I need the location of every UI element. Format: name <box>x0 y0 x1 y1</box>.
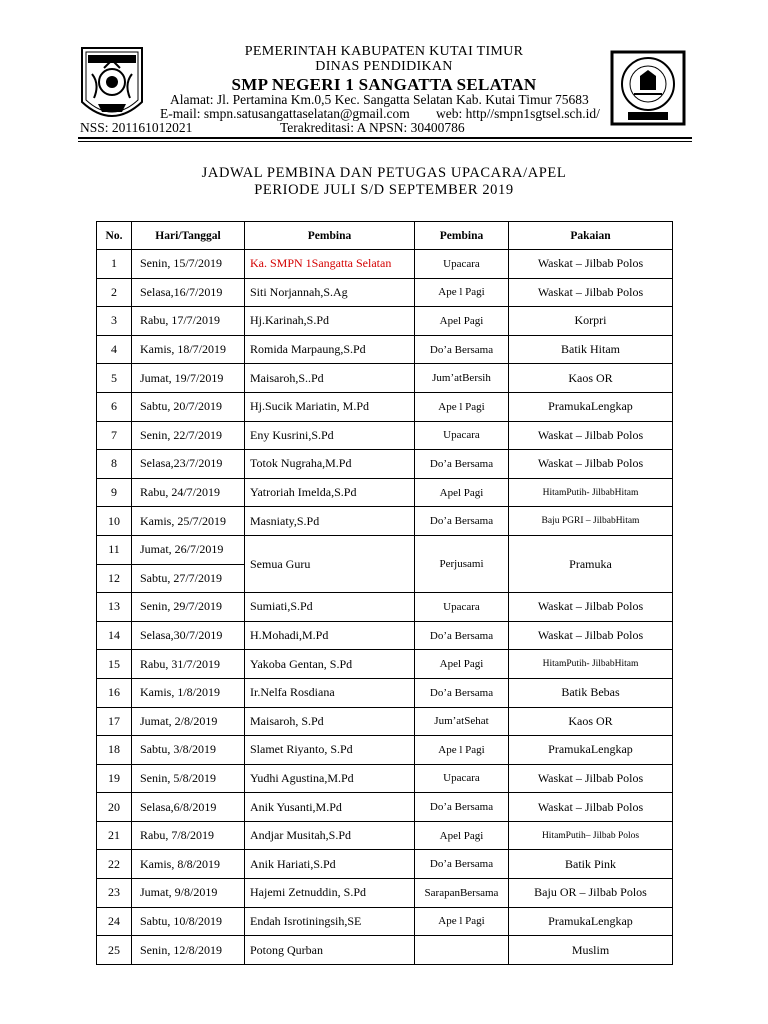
cell-date: Selasa,6/8/2019 <box>132 793 245 822</box>
cell-pakaian: PramukaLengkap <box>509 392 673 421</box>
cell-pembina: Anik Hariati,S.Pd <box>245 850 415 879</box>
cell-date: Senin, 29/7/2019 <box>132 593 245 622</box>
document-period: PERIODE JULI S/D SEPTEMBER 2019 <box>254 182 514 198</box>
cell-kegiatan: Apel Pagi <box>415 821 509 850</box>
cell-date: Rabu, 31/7/2019 <box>132 650 245 679</box>
government-name: PEMERINTAH KABUPATEN KUTAI TIMUR <box>244 44 524 59</box>
cell-date: Sabtu, 20/7/2019 <box>132 392 245 421</box>
cell-pembina: H.Mohadi,M.Pd <box>245 621 415 650</box>
department-name: DINAS PENDIDIKAN <box>315 59 453 74</box>
cell-no: 24 <box>97 907 132 936</box>
table-row <box>97 821 673 850</box>
cell-pembina: Siti Norjannah,S.Ag <box>245 278 415 307</box>
cell-pakaian: Waskat – Jilbab Polos <box>509 793 673 822</box>
cell-no: 8 <box>97 450 132 479</box>
cell-pembina: Romida Marpaung,S.Pd <box>245 335 415 364</box>
header-kegiatan: Pembina <box>415 222 509 250</box>
cell-kegiatan: Ape l Pagi <box>415 736 509 765</box>
cell-date: Selasa,23/7/2019 <box>132 450 245 479</box>
cell-pakaian: Waskat – Jilbab Polos <box>509 421 673 450</box>
cell-no: 7 <box>97 421 132 450</box>
cell-no: 6 <box>97 392 132 421</box>
cell-no: 14 <box>97 621 132 650</box>
cell-pakaian: PramukaLengkap <box>509 907 673 936</box>
cell-kegiatan: Apel Pagi <box>415 307 509 336</box>
cell-date: Kamis, 25/7/2019 <box>132 507 245 536</box>
cell-pakaian: HitamPutih– Jilbab Polos <box>509 821 673 850</box>
cell-no: 20 <box>97 793 132 822</box>
table-row <box>97 707 673 736</box>
cell-pembina: Yakoba Gentan, S.Pd <box>245 650 415 679</box>
cell-pakaian: Kaos OR <box>509 364 673 393</box>
schedule-table <box>96 221 673 965</box>
table-row <box>97 450 673 479</box>
cell-date: Sabtu, 27/7/2019 <box>132 564 245 593</box>
cell-no: 19 <box>97 764 132 793</box>
cell-pembina: Totok Nugraha,M.Pd <box>245 450 415 479</box>
cell-pembina: Potong Qurban <box>245 936 415 965</box>
cell-date: Jumat, 9/8/2019 <box>132 879 245 908</box>
kutai-timur-regency-crest-icon <box>78 44 146 130</box>
cell-pakaian: PramukaLengkap <box>509 736 673 765</box>
smpn1-school-seal-icon <box>610 50 686 126</box>
header-pembina: Pembina <box>245 222 415 250</box>
cell-date: Jumat, 2/8/2019 <box>132 707 245 736</box>
table-row <box>97 879 673 908</box>
document-title: JADWAL PEMBINA DAN PETUGAS UPACARA/APEL <box>201 165 567 181</box>
cell-pembina: Endah Isrotiningsih,SE <box>245 907 415 936</box>
cell-pembina: Andjar Musitah,S.Pd <box>245 821 415 850</box>
email-text: E-mail: smpn.satusangattaselatan@gmail.com <box>160 106 410 121</box>
cell-date: Kamis, 18/7/2019 <box>132 335 245 364</box>
cell-no: 21 <box>97 821 132 850</box>
table-row <box>97 907 673 936</box>
table-row <box>97 250 673 279</box>
cell-pakaian-merged: Pramuka <box>509 535 673 592</box>
table-row <box>97 764 673 793</box>
table-row <box>97 936 673 965</box>
cell-no: 2 <box>97 278 132 307</box>
cell-date: Senin, 15/7/2019 <box>132 250 245 279</box>
cell-pembina: Anik Yusanti,M.Pd <box>245 793 415 822</box>
letterhead-rule-thick <box>78 137 692 139</box>
cell-no: 11 <box>97 535 132 564</box>
letterhead-rule-thin <box>78 141 692 142</box>
table-row <box>97 478 673 507</box>
cell-kegiatan: Jum’atBersih <box>415 364 509 393</box>
cell-pembina: Hj.Sucik Mariatin, M.Pd <box>245 392 415 421</box>
cell-no: 25 <box>97 936 132 965</box>
cell-kegiatan: Do’a Bersama <box>415 507 509 536</box>
cell-no: 1 <box>97 250 132 279</box>
table-row <box>97 650 673 679</box>
table-row <box>97 507 673 536</box>
registration-row <box>80 120 600 136</box>
cell-no: 23 <box>97 879 132 908</box>
table-row <box>97 307 673 336</box>
cell-date: Sabtu, 10/8/2019 <box>132 907 245 936</box>
cell-pembina: Hajemi Zetnuddin, S.Pd <box>245 879 415 908</box>
cell-pembina: Yatroriah Imelda,S.Pd <box>245 478 415 507</box>
cell-date: Selasa,30/7/2019 <box>132 621 245 650</box>
cell-date: Kamis, 8/8/2019 <box>132 850 245 879</box>
cell-kegiatan: Apel Pagi <box>415 478 509 507</box>
cell-no: 15 <box>97 650 132 679</box>
table-row <box>97 278 673 307</box>
cell-pembina-merged: Semua Guru <box>245 535 415 592</box>
cell-date: Jumat, 26/7/2019 <box>132 535 245 564</box>
cell-date: Rabu, 7/8/2019 <box>132 821 245 850</box>
cell-kegiatan: SarapanBersama <box>415 879 509 908</box>
cell-kegiatan: Upacara <box>415 593 509 622</box>
table-row <box>97 621 673 650</box>
website-text: web: http//smpn1sgtsel.sch.id/ <box>436 106 600 121</box>
cell-no: 16 <box>97 678 132 707</box>
table-row <box>97 335 673 364</box>
cell-kegiatan <box>415 936 509 965</box>
cell-pembina: Maisaroh, S.Pd <box>245 707 415 736</box>
cell-pakaian: Batik Pink <box>509 850 673 879</box>
cell-kegiatan: Do’a Bersama <box>415 850 509 879</box>
cell-kegiatan: Do’a Bersama <box>415 678 509 707</box>
cell-no: 13 <box>97 593 132 622</box>
cell-no: 22 <box>97 850 132 879</box>
cell-pakaian: Waskat – Jilbab Polos <box>509 250 673 279</box>
cell-no: 3 <box>97 307 132 336</box>
cell-no: 18 <box>97 736 132 765</box>
table-row <box>97 850 673 879</box>
cell-kegiatan: Ape l Pagi <box>415 278 509 307</box>
cell-no: 17 <box>97 707 132 736</box>
cell-date: Selasa,16/7/2019 <box>132 278 245 307</box>
cell-date: Senin, 12/8/2019 <box>132 936 245 965</box>
cell-kegiatan: Ape l Pagi <box>415 392 509 421</box>
cell-kegiatan-merged: Perjusami <box>415 535 509 592</box>
cell-pakaian: Batik Bebas <box>509 678 673 707</box>
cell-pembina: Eny Kusrini,S.Pd <box>245 421 415 450</box>
table-row <box>97 392 673 421</box>
cell-kegiatan: Apel Pagi <box>415 650 509 679</box>
cell-date: Rabu, 24/7/2019 <box>132 478 245 507</box>
cell-pakaian: Korpri <box>509 307 673 336</box>
cell-pakaian: HitamPutih- JilbabHitam <box>509 478 673 507</box>
cell-date: Senin, 5/8/2019 <box>132 764 245 793</box>
table-row <box>97 421 673 450</box>
cell-no: 12 <box>97 564 132 593</box>
school-address: Alamat: Jl. Pertamina Km.0,5 Kec. Sangatta Selatan Kab. Kutai Timur 75683 <box>170 92 589 107</box>
table-header-row <box>97 222 673 250</box>
cell-pakaian: Waskat – Jilbab Polos <box>509 278 673 307</box>
cell-pembina: Slamet Riyanto, S.Pd <box>245 736 415 765</box>
cell-pakaian: Kaos OR <box>509 707 673 736</box>
table-row <box>97 736 673 765</box>
cell-pembina: Masniaty,S.Pd <box>245 507 415 536</box>
cell-no: 10 <box>97 507 132 536</box>
cell-date: Sabtu, 3/8/2019 <box>132 736 245 765</box>
header-no: No. <box>97 222 132 250</box>
cell-pembina: Yudhi Agustina,M.Pd <box>245 764 415 793</box>
cell-date: Jumat, 19/7/2019 <box>132 364 245 393</box>
cell-kegiatan: Upacara <box>415 764 509 793</box>
cell-date: Rabu, 17/7/2019 <box>132 307 245 336</box>
cell-pakaian: HitamPutih- JilbabHitam <box>509 650 673 679</box>
cell-no: 5 <box>97 364 132 393</box>
cell-kegiatan: Do’a Bersama <box>415 621 509 650</box>
cell-pembina: Ir.Nelfa Rosdiana <box>245 678 415 707</box>
cell-pakaian: Waskat – Jilbab Polos <box>509 593 673 622</box>
cell-kegiatan: Do’a Bersama <box>415 450 509 479</box>
cell-date: Kamis, 1/8/2019 <box>132 678 245 707</box>
school-name: SMP NEGERI 1 SANGATTA SELATAN <box>231 75 537 94</box>
cell-no: 9 <box>97 478 132 507</box>
table-row <box>97 678 673 707</box>
cell-pakaian: Waskat – Jilbab Polos <box>509 621 673 650</box>
cell-pakaian: Batik Hitam <box>509 335 673 364</box>
cell-date: Senin, 22/7/2019 <box>132 421 245 450</box>
letterhead <box>160 44 608 96</box>
cell-no: 4 <box>97 335 132 364</box>
nss-text: NSS: 201161012021 <box>80 120 193 135</box>
cell-kegiatan: Do’a Bersama <box>415 793 509 822</box>
table-row <box>97 364 673 393</box>
header-pakaian: Pakaian <box>509 222 673 250</box>
cell-pembina: Maisaroh,S..Pd <box>245 364 415 393</box>
accreditation-text: Terakreditasi: A NPSN: 30400786 <box>280 120 465 135</box>
table-row <box>97 793 673 822</box>
cell-kegiatan: Ape l Pagi <box>415 907 509 936</box>
cell-pakaian: Baju OR – Jilbab Polos <box>509 879 673 908</box>
table-row <box>97 593 673 622</box>
cell-pakaian: Baju PGRI – JilbabHitam <box>509 507 673 536</box>
cell-kegiatan: Upacara <box>415 421 509 450</box>
cell-pembina: Hj.Karinah,S.Pd <box>245 307 415 336</box>
cell-pakaian: Muslim <box>509 936 673 965</box>
cell-pembina: Sumiati,S.Pd <box>245 593 415 622</box>
cell-pakaian: Waskat – Jilbab Polos <box>509 450 673 479</box>
cell-kegiatan: Upacara <box>415 250 509 279</box>
cell-kegiatan: Jum’atSehat <box>415 707 509 736</box>
cell-kegiatan: Do’a Bersama <box>415 335 509 364</box>
table-row <box>97 535 673 564</box>
cell-pembina: Ka. SMPN 1Sangatta Selatan <box>245 250 415 279</box>
header-date: Hari/Tanggal <box>132 222 245 250</box>
cell-pakaian: Waskat – Jilbab Polos <box>509 764 673 793</box>
